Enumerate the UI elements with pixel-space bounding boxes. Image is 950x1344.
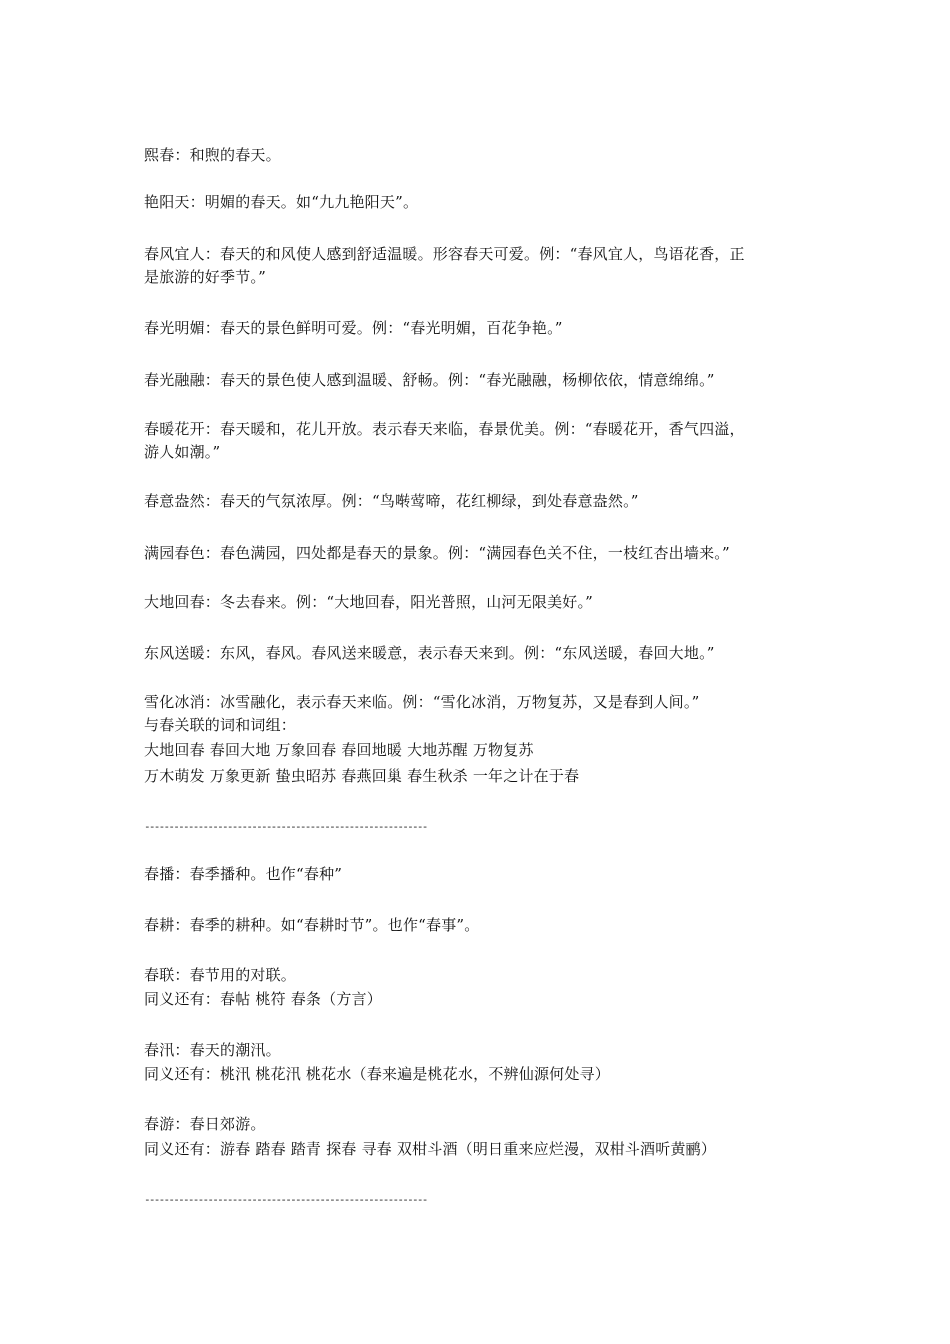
entry-chunguangmingmei: 春光明媚：春天的景色鲜明可爱。例：“春光明媚，百花争艳。” [144,319,563,337]
entry-chunxun: 春汛：春天的潮汛。 [144,1041,281,1059]
entry-yanyangtian: 艳阳天：明媚的春天。如“九九艳阳天”。 [144,193,419,211]
entry-chunnuanhuakai-line1: 春暖花开：春天暖和，花儿开放。表示春天来临，春景优美。例：“春暖花开，香气四溢， [144,420,745,438]
entry-chunyou: 春游：春日郊游。 [144,1115,266,1133]
entry-chunbo: 春播：春季播种。也作“春种” [144,865,343,883]
entry-dadihuichun: 大地回春：冬去春来。例：“大地回春，阳光普照，山河无限美好。” [144,593,594,611]
related-words-row2: 万木萌发 万象更新 蛰虫昭苏 春燕回巢 春生秋杀 一年之计在于春 [144,767,580,785]
entry-chunxun-synonyms: 同义还有：桃汛 桃花汛 桃花水（春来遍是桃花水，不辨仙源何处寻） [144,1065,610,1083]
entry-xuehuabingxiao: 雪化冰消：冰雪融化，表示春天来临。例：“雪化冰消，万物复苏，又是春到人间。” [144,693,700,711]
entry-dongfengsongnuan: 东风送暖：东风，春风。春风送来暖意，表示春天来到。例：“东风送暖，春回大地。” [144,644,715,662]
section-divider: ---------------------------------------------------------- [144,1193,427,1206]
entry-chunlian-synonyms: 同义还有：春帖 桃符 春条（方言） [144,990,382,1008]
entry-chunfengyiren-line2: 是旅游的好季节。” [144,268,266,286]
entry-chungeng: 春耕：春季的耕种。如“春耕时节”。也作“春事”。 [144,916,480,934]
entry-chunfengyiren-line1: 春风宜人：春天的和风使人感到舒适温暖。形容春天可爱。例：“春风宜人，鸟语花香，正 [144,245,745,263]
entry-chunguangrongrong: 春光融融：春天的景色使人感到温暖、舒畅。例：“春光融融，杨柳依依，情意绵绵。” [144,371,715,389]
related-words-heading: 与春关联的词和词组： [144,716,297,734]
related-words-row1: 大地回春 春回大地 万象回春 春回地暖 大地苏醒 万物复苏 [144,741,534,759]
entry-chunlian: 春联：春节用的对联。 [144,966,297,984]
entry-chunyianran: 春意盎然：春天的气氛浓厚。例：“鸟啭莺啼，花红柳绿，到处春意盎然。” [144,492,639,510]
entry-xichun: 熙春：和煦的春天。 [144,146,281,164]
entry-chunyou-synonyms: 同义还有：游春 踏春 踏青 探春 寻春 双柑斗酒（明日重来应烂漫，双柑斗酒听黄鹂） [144,1140,717,1158]
entry-chunnuanhuakai-line2: 游人如潮。” [144,443,221,461]
entry-manyuanchunse: 满园春色：春色满园，四处都是春天的景象。例：“满园春色关不住，一枝红杏出墙来。” [144,544,730,562]
section-divider: ---------------------------------------------------------- [144,820,427,833]
